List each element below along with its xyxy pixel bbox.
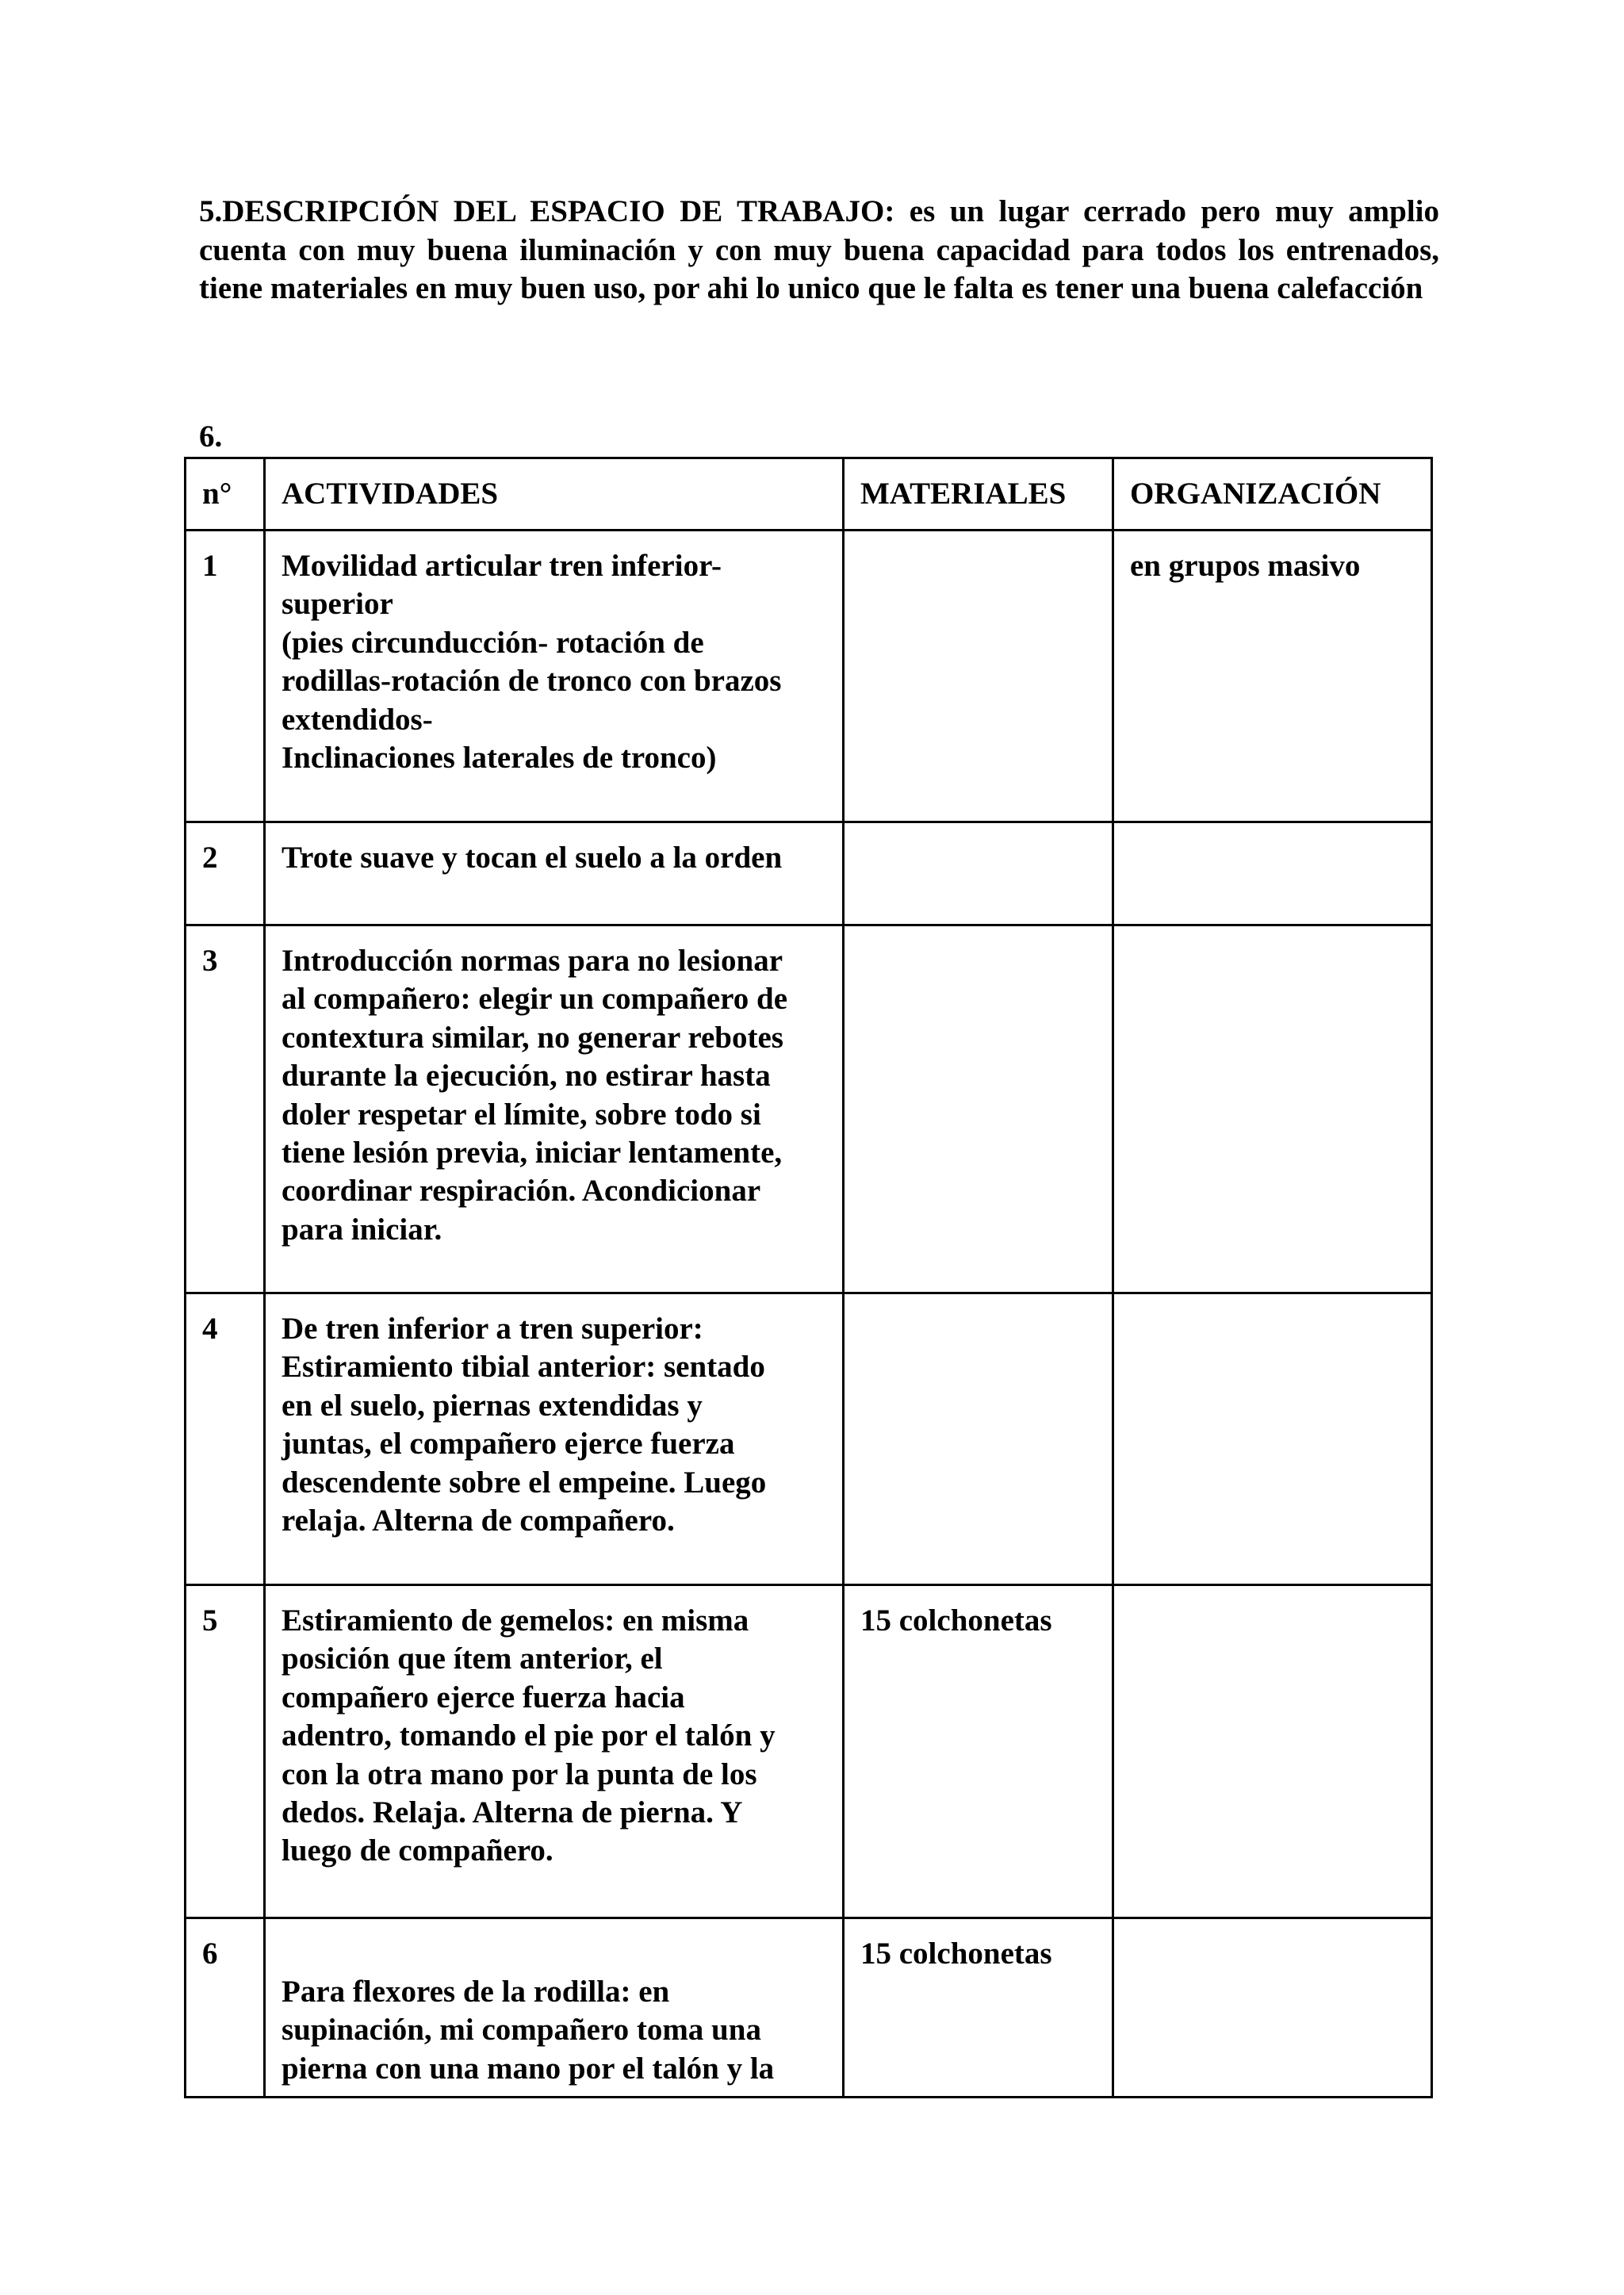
row-materials <box>844 925 1113 1293</box>
section-5-description: 5.DESCRIPCIÓN DEL ESPACIO DE TRABAJO: es un lugar cerrado pero muy amplio cuenta con muy buena iluminación y con muy buena capacidad para todos los entrenados, tiene materiales en muy buen uso, por ahi lo unico que le falta es tener una buena calefacción <box>199 194 1439 305</box>
table-row <box>186 531 1432 822</box>
header-number: n° <box>186 458 265 531</box>
row-organization <box>1113 925 1432 1293</box>
table-row <box>186 925 1432 1293</box>
row-number: 3 <box>186 925 265 1293</box>
activities-table <box>184 457 1433 2098</box>
row-number: 1 <box>186 531 265 822</box>
row-organization: en grupos masivo <box>1113 531 1432 822</box>
row-activity: Trote suave y tocan el suelo a la orden <box>265 822 844 925</box>
row-materials <box>844 531 1113 822</box>
table-row <box>186 1918 1432 2098</box>
table-row <box>186 1293 1432 1585</box>
row-number: 4 <box>186 1293 265 1585</box>
header-materials: MATERIALES <box>844 458 1113 531</box>
row-activity: Para flexores de la rodilla: en supinación, mi compañero toma una pierna con una mano por el talón y la <box>265 1918 844 2098</box>
row-number: 6 <box>186 1918 265 2098</box>
table-header-row <box>186 458 1432 531</box>
row-number: 5 <box>186 1585 265 1918</box>
row-activity: De tren inferior a tren superior: Estiramiento tibial anterior: sentado en el suelo, piernas extendidas y juntas, el compañero ejerce fuerza descendente sobre el empeine. Luego relaja. Alterna de compañero. <box>265 1293 844 1585</box>
header-activities: ACTIVIDADES <box>265 458 844 531</box>
row-activity: Estiramiento de gemelos: en misma posición que ítem anterior, el compañero ejerce fuerza hacia adentro, tomando el pie por el talón y con la otra mano por la punta de los dedos. Relaja. Alterna de pierna. Y luego de compañero. <box>265 1585 844 1918</box>
row-organization <box>1113 1918 1432 2098</box>
row-materials <box>844 1293 1113 1585</box>
row-materials: 15 colchonetas <box>844 1585 1113 1918</box>
row-activity: Movilidad articular tren inferior- superior (pies circunducción- rotación de rodillas-rotación de tronco con brazos extendidos- Inclinaciones laterales de tronco) <box>265 531 844 822</box>
table-row <box>186 1585 1432 1918</box>
row-organization <box>1113 1585 1432 1918</box>
row-activity: Introducción normas para no lesionar al compañero: elegir un compañero de contextura similar, no generar rebotes durante la ejecución, no estirar hasta doler respetar el límite, sobre todo si tiene lesión previa, iniciar lentamente, coordinar respiración. Acondicionar para iniciar. <box>265 925 844 1293</box>
row-materials: 15 colchonetas <box>844 1918 1113 2098</box>
row-number: 2 <box>186 822 265 925</box>
row-materials <box>844 822 1113 925</box>
row-organization <box>1113 1293 1432 1585</box>
table-row <box>186 822 1432 925</box>
section-6-label: 6. <box>199 420 223 454</box>
header-organization: ORGANIZACIÓN <box>1113 458 1432 531</box>
row-organization <box>1113 822 1432 925</box>
